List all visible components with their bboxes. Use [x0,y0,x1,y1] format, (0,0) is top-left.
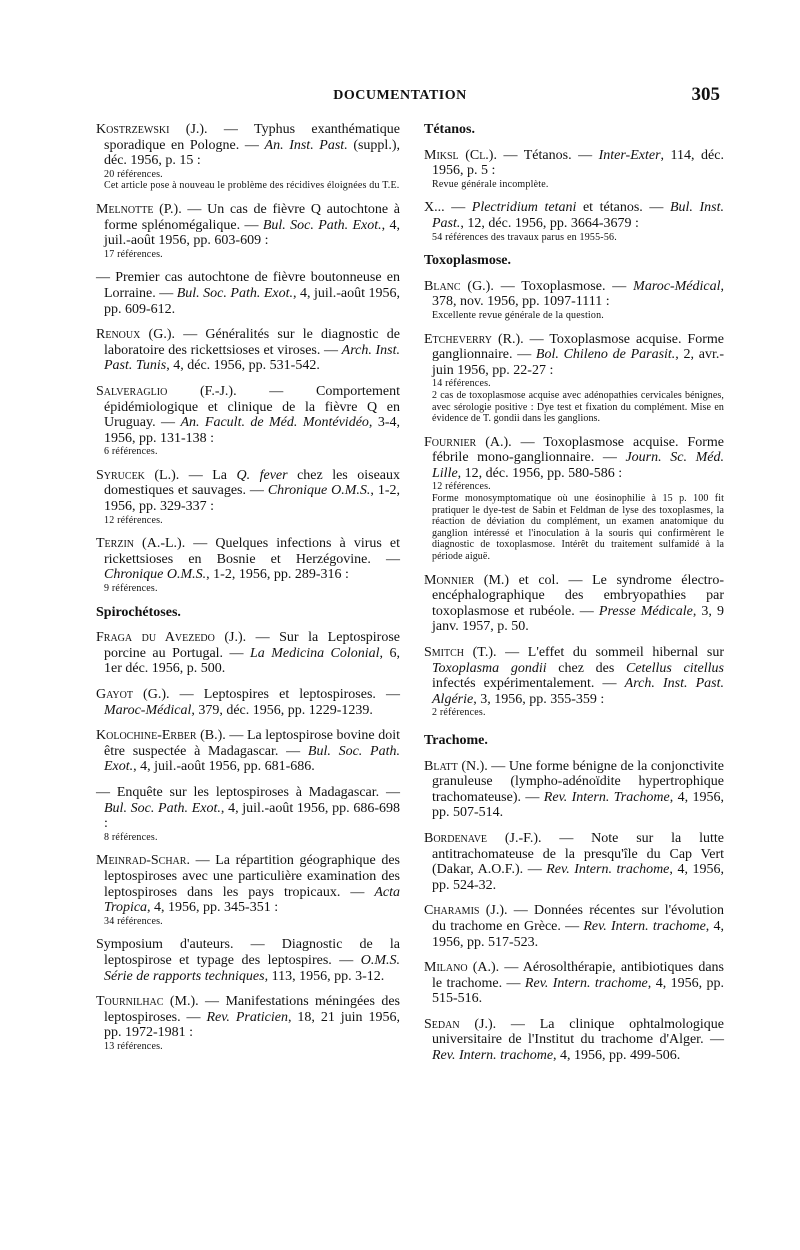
entry-title: — Toxoplasmose acquise. Forme fébrile mono-ganglionnaire. — [432,434,724,466]
entry-title: — Sur la Leptospirose porcine au Portugal. — [104,630,400,661]
bibliography-entry [96,728,400,775]
entry-details: , 3, 9 janv. 1957, p. 50. [432,603,725,635]
bibliography-entry [424,903,724,950]
entry-title: — Quelques infections à virus et rickettsioses en Bosnie et Herzégovine. — [104,536,401,567]
entry-title: Symposium d'auteurs. — Diagnostic de la leptospirose et typage des leptospires. — [96,937,400,968]
entry-abstract: Forme monosymptomatique où une éosinophilie à 15 p. 100 fit pratiquer le dye-test de Sabin et Feldman de lyse des toxoplasmes, la réaction de déviation du complément, un examen anatomique du ganglion intéressé et l'inoculation à la souris qui confirmèrent le diagnostic de toxoplasmose. Intérêt du traitement sulfamidé à la période aiguë. [432,493,724,563]
entry-details: chez les oiseaux domestiques et sauvages. — [104,467,400,499]
section-heading: Trachome. [424,732,488,748]
bibliography-entry [96,536,400,594]
entry-journal: Rev. Intern. Trachome [543,789,670,805]
entry-author: Kostrzewski (J.). [96,122,208,137]
entry-details: , 4, juil.-août 1956, pp. 681-686. [133,759,315,775]
bibliography-entry [424,960,724,1007]
entry-details: , 4, juil.-août 1956, pp. 609-612. [104,285,400,317]
entry-note: Excellente revue générale de la question. [432,309,605,321]
bibliography-entry [96,994,400,1052]
entry-author: Fraga du Avezedo (J.). [96,630,247,646]
entry-details: , 6, 1er déc. 1956, p. 500. [104,645,401,677]
bibliography-entry [424,1017,724,1064]
entry-details: , 1-2, 1956, pp. 289-316 : [206,567,349,583]
entry-author: Meinrad-Schar. [96,853,190,869]
entry-author: Blanc (G.). [424,278,494,294]
entry-author: Kolochine-Erber (B.). [96,728,226,744]
entry-note: 34 références. [104,915,163,927]
entry-author: Syrucek (L.). [96,467,180,483]
entry-details: chez des [546,660,626,676]
entry-note: 20 références. [104,168,163,180]
entry-journal: Bul. Inst. Past. [432,200,724,231]
entry-note: 12 références. [104,514,163,526]
entry-author: Tournilhac (M.). [96,994,199,1010]
entry-title: — Manifestations méningées des leptospiroses. — [104,994,400,1025]
entry-journal: Rev. Intern. trachome [432,1048,554,1064]
entry-title: — Comportement épidémiologique et clinique de la fièvre Q en Uruguay. — [104,383,400,431]
entry-author: Fournier (A.). [424,434,512,450]
bibliography-entry [424,645,724,719]
bibliography-entry [96,468,400,526]
entry-title: — Données récentes sur l'évolution du trachome en Grèce. — [432,903,724,934]
right-column [424,122,724,1074]
entry-author: Miksl (Cl.). [424,147,497,163]
entry-journal: Chronique O.M.S. [267,483,371,499]
entry-note: 17 références. [104,248,163,260]
entry-note: 12 références. [432,481,491,493]
entry-author: Blatt (N.). [424,758,488,774]
page-header [0,86,800,110]
entry-journal: Inter-Exter [598,147,661,163]
entry-title: — Toxoplasmose acquise. Forme ganglionnaire. — [432,331,724,363]
bibliography-entry [424,759,724,821]
entry-details: , 1-2, 1956, pp. 329-337 : [104,483,400,515]
entry-journal: Acta Tropica [104,884,400,916]
entry-journal: Journ. Sc. Méd. Lille [432,450,724,481]
entry-journal: Bul. Soc. Path. Exot. [104,743,400,775]
entry-details: , 4, 1956, pp. 499-506. [553,1048,681,1064]
entry-author: Bordenave (J.-F.). [424,830,542,846]
entry-journal: Presse Médicale [598,603,693,619]
entry-journal: Cetellus citellus [625,660,724,676]
entry-journal: Maroc-Médical [104,702,192,718]
entry-details: , 4, 1956, pp. 507-514. [432,789,725,821]
entry-journal: Bul. Soc. Path. Exot. [176,285,294,301]
bibliography-entry [424,435,724,563]
bibliography-entry [96,853,400,927]
entry-author: Gayot (G.). [96,687,170,702]
entry-journal: Arch. Inst. Past. Algérie [432,676,724,707]
entry-title: — Toxoplasmose. — [493,278,634,294]
entry-details: , 2, avr.-juin 1956, pp. 22-27 : [432,347,724,378]
entry-title: — La [179,467,237,483]
running-title: DOCUMENTATION [333,88,467,103]
entry-note: 13 références. [104,1040,163,1052]
entry-title: — Une forme bénigne de la conjonctivite granuleuse (lympho-adénoïdite hypertrophique trachomateuse). — [432,758,724,805]
bibliography-entry [424,279,724,322]
entry-journal: Rev. Intern. trachome [546,862,670,878]
bibliography-entry [424,831,724,893]
entry-note: 9 références. [104,583,158,595]
entry-journal: Toxoplasma gondii [432,660,547,676]
entry-note: 14 références. [432,378,491,390]
entry-details: , 12, déc. 1956, pp. 580-586 : [457,465,623,481]
entry-note: 54 références des travaux parus en 1955-56. [432,231,617,243]
bibliography-entry [424,573,724,635]
entry-journal: Maroc-Médical [633,278,721,294]
entry-details: , 3, 1956, pp. 355-359 : [473,691,605,707]
bibliography-entry [96,270,400,317]
entry-author: Sedan (J.). [424,1016,497,1032]
bibliography-entry [96,202,400,260]
entry-journal: An. Inst. Past. [264,137,348,153]
entry-details: , 4, juil.-août 1956, pp. 603-609 : [104,217,400,249]
entry-journal: Q. fever [236,467,288,483]
bibliography-entry [96,937,400,984]
entry-journal: Bul. Soc. Path. Exot. [104,800,221,816]
entry-details: , 4, déc. 1956, pp. 531-542. [166,358,320,374]
bibliography-entry [96,630,400,677]
entry-journal: Rev. Praticien [206,1009,288,1025]
bibliography-entry [424,200,724,243]
entry-details: , 113, 1956, pp. 3-12. [264,968,385,984]
entry-journal: An. Facult. de Méd. Montévidéo [180,415,369,431]
bibliography-entry [424,332,724,425]
entry-journal: Arch. Inst. Past. Tunis [104,342,400,374]
page-number: 305 [691,84,720,105]
entry-author: Terzin (A.-L.). [96,536,186,552]
entry-details: , 379, déc. 1956, pp. 1229-1239. [191,702,373,718]
entry-details: , 3-4, 1956, pp. 131-138 : [104,415,400,446]
entry-details: , 4, juil.-août 1956, pp. 686-698 : [104,800,400,832]
entry-title: — La leptospirose bovine doit être suspectée à Madagascar. — [104,728,400,759]
entry-title: — Premier cas autochtone de fièvre boutonneuse en Lorraine. — [96,270,400,301]
entry-title: — L'effet du sommeil hibernal sur [496,645,724,660]
entry-details: (suppl.), déc. 1956, p. 15 : [104,137,400,169]
entry-journal: O.M.S. Série de rapports techniques [104,952,400,984]
entry-details: , 4, 1956, pp. 515-516. [432,975,725,1007]
entry-author: Monnier (M.) [424,572,510,588]
section-heading: Toxoplasmose. [424,253,512,269]
entry-author: Milano (A.). [424,960,500,976]
entry-journal: Bul. Soc. Path. Exot. [262,217,382,233]
entry-details: , 114, déc. 1956, p. 5 : [432,147,724,179]
bibliography-entry [424,148,724,191]
entry-details: infectés expérimentalement. — [432,676,625,692]
entry-details: , 18, 21 juin 1956, pp. 1972-1981 : [104,1009,400,1041]
entry-title: — Aérosolthérapie, antibiotiques dans le trachome. — [432,960,724,991]
bibliography-entry [96,785,400,843]
entry-title: et col. — Le syndrome électro-encéphalographique des embryopathies par toxoplasmose et rubéole. — [432,572,724,619]
entry-journal: Rev. Intern. trachome [524,975,648,991]
entry-details: , 4, 1956, pp. 524-32. [432,862,725,893]
entry-title: — Enquête sur les leptospiroses à Madagascar. — [96,784,400,800]
entry-details: , 4, 1956, pp. 517-523. [432,918,724,950]
entry-author: Renoux (G.). [96,327,175,343]
entry-title: — La clinique ophtalmologique universitaire de l'Institut du trachome d'Alger. — [432,1016,724,1048]
entry-journal: La Medicina Colonial [249,645,380,661]
entry-title: — Généralités sur le diagnostic de laboratoire des rickettsioses et viroses. — [104,327,400,358]
entry-author: Salveraglio (F.-J.). [96,383,237,399]
entry-author: Melnotte (P.). [96,201,182,217]
bibliography-entry [96,384,400,458]
entry-details: et tétanos. — [576,200,670,216]
entry-note: Revue générale incomplète. [432,178,549,190]
entry-note: 8 références. [104,831,158,843]
entry-note: 2 références. [432,707,486,719]
entry-author: Etcheverry (R.). [424,331,524,347]
bibliography-entry [96,687,400,718]
entry-details: , 378, nov. 1956, pp. 1097-1111 : [432,278,724,310]
bibliography-entry [96,327,400,374]
bibliography-entry [96,122,400,192]
entry-title: — Tétanos. — [496,147,599,163]
entry-title: X... — [424,200,472,216]
entry-abstract: 2 cas de toxoplasmose acquise avec adénopathies cervicales bénignes, avec sérologie positive : Dye test et fixation du complément. Mise en évidence de T. gondii dans les ganglions. [432,389,724,425]
entry-journal: Bol. Chileno de Parasit. [535,347,676,363]
entry-details: , 4, 1956, pp. 345-351 : [147,900,279,916]
entry-title: — Typhus exanthématique sporadique en Pologne. — [104,122,400,153]
entry-journal: Rev. Intern. trachome [583,918,706,934]
left-column [96,122,400,1062]
section-heading: Spirochétoses. [96,604,181,620]
entry-title: — Un cas de fièvre Q autochtone à forme splénomégalique. — [104,201,401,233]
entry-journal: Chronique O.M.S. [104,567,207,583]
entry-author: Smitch (T.). [424,645,497,660]
entry-note: 6 références. [104,446,158,458]
entry-author: Charamis (J.). [424,903,508,919]
section-heading: Tétanos. [424,122,475,137]
entry-title: — Leptospires et leptospiroses. — [169,687,400,702]
entry-details: , 12, déc. 1956, pp. 3664-3679 : [460,215,639,231]
entry-title: — La répartition géographique des leptospiroses avec une particulière examination des leptospiroses dans les pays tropicaux. — [104,853,400,900]
entry-journal: Plectridium tetani [471,200,577,216]
entry-title: — Note sur la lutte antitrachomateuse de la presqu'île du Cap Vert (Dakar, A.O.F.). — [432,830,724,878]
entry-note: Cet article pose à nouveau le problème des récidives éloignées du T.E. [104,180,400,192]
